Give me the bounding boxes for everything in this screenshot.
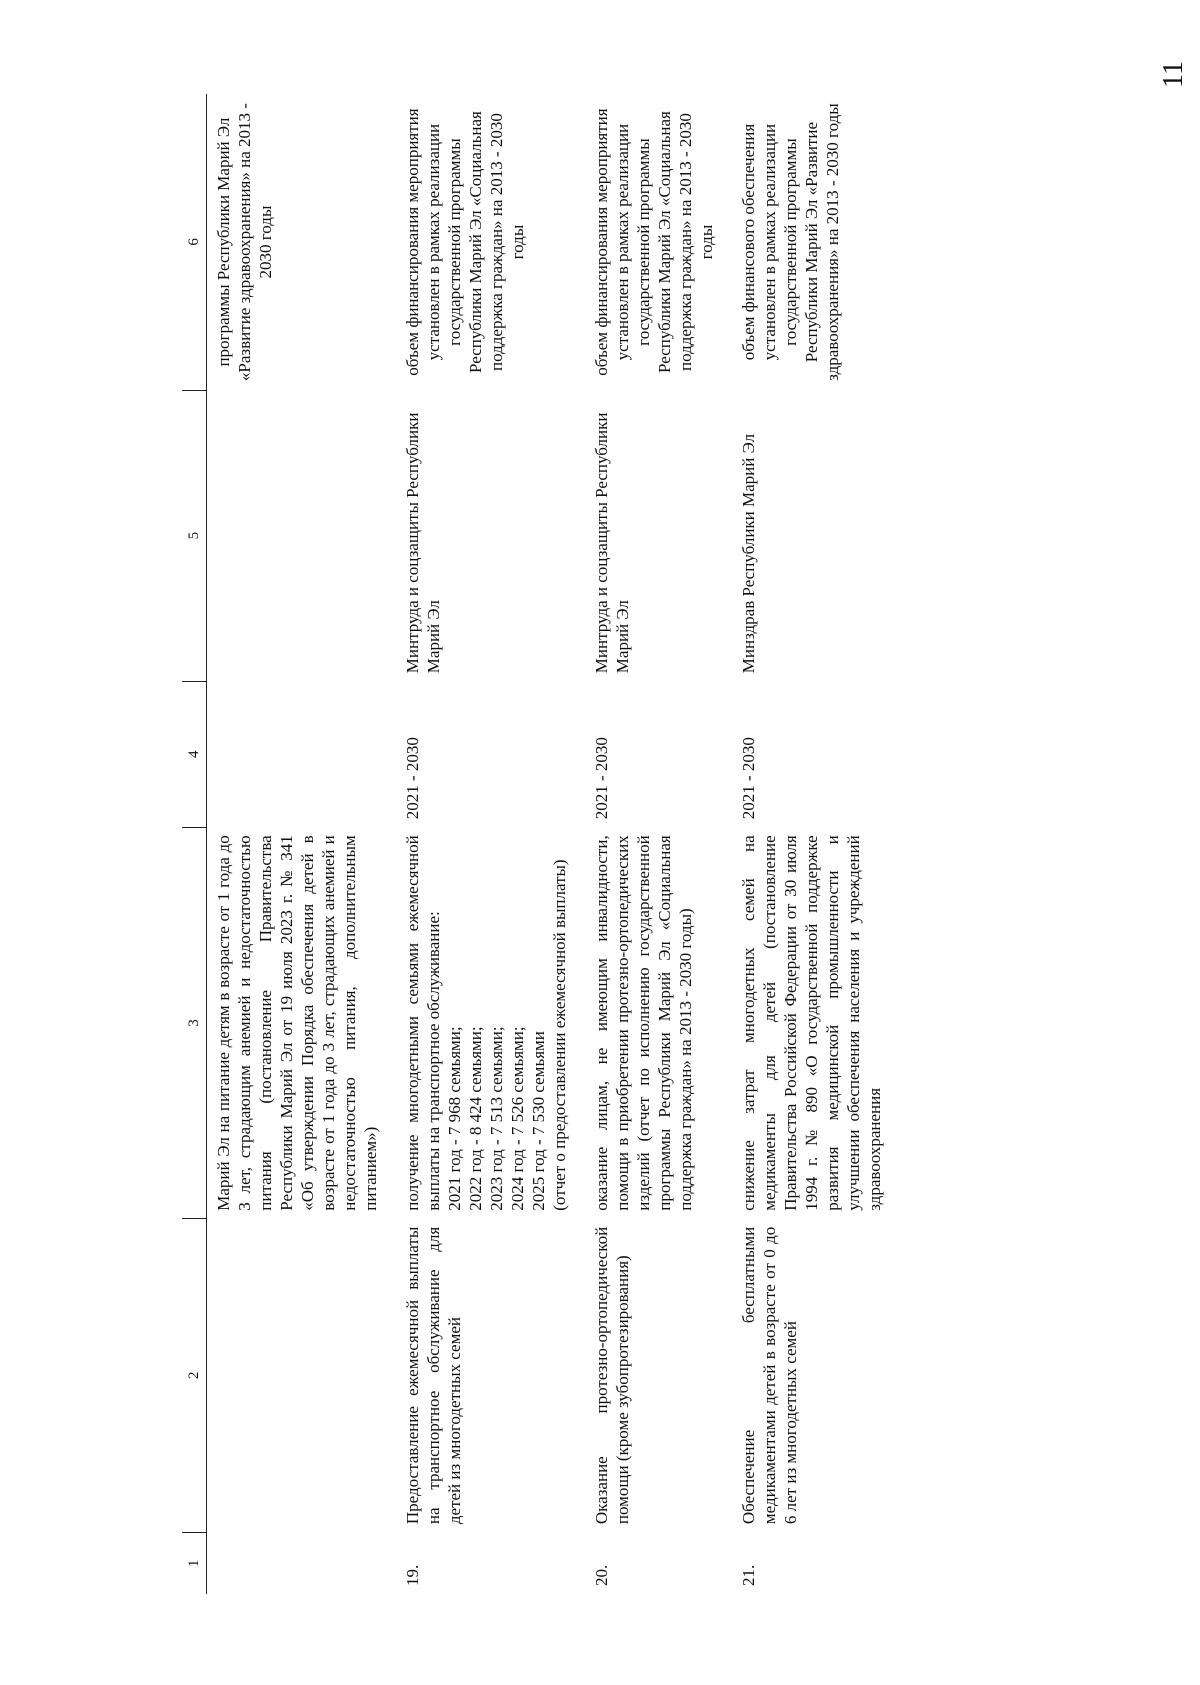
- cell-num: 20.: [592, 1564, 611, 1586]
- cell-measure: Оказание протезно-ортопедической помощи (кроме зубопротезирования): [592, 1226, 632, 1525]
- table-row-20: [586, 94, 733, 1594]
- cell-source: объем финансового обеспечения установлен в рамках реализации государственной программы Республики Марий Эл «Развитие здравоохранения» на 2013 - 2030 годы: [739, 103, 842, 381]
- cell-executor: Минтруда и соцзащиты Республики Марий Эл: [403, 412, 443, 674]
- col-header-2: 2: [182, 1219, 207, 1532]
- cell-num: 21.: [739, 1564, 758, 1586]
- cell-executor: Минтруда и соцзащиты Республики Марий Эл: [592, 412, 632, 674]
- col-header-3: 3: [182, 827, 207, 1218]
- cell-num: 19.: [403, 1564, 422, 1586]
- cell-measure: Обеспечение бесплатными медикаментами детей в возрасте от 0 до 6 лет из многодетных семей: [739, 1226, 800, 1525]
- cell-period: 2021 - 2030: [592, 737, 611, 820]
- cell-source: объем финансирования мероприятия установлен в рамках реализации государственной программы Республики Марий Эл «Социальная поддержка граждан» на 2013 - 2030 годы: [592, 108, 716, 376]
- cell-measure: Предоставление ежемесячной выплаты на транспортное обслуживание для детей из многодетных семей: [403, 1226, 464, 1525]
- col-header-5: 5: [182, 390, 207, 681]
- cell-indicator: оказание лицам, не имеющим инвалидности, помощи в приобретении протезно-ортопедических изделий (отчет по исполнению государственной программы Республики Марий Эл «Социальная поддержка граждан» на 2013 - 2030 годы): [592, 835, 695, 1211]
- col-header-1: 1: [182, 1532, 207, 1594]
- cell-source: объем финансирования мероприятия установлен в рамках реализации государственной программы Республики Марий Эл «Социальная поддержка граждан» на 2013 - 2030 годы: [403, 108, 527, 376]
- cell-indicator: [397, 827, 586, 1218]
- indicator-note: (отчет о предоставлении ежемесячной выплаты): [550, 859, 569, 1211]
- col-header-6: 6: [182, 94, 207, 390]
- cell-source-continued: программы Республики Марий Эл «Развитие здравоохранения» на 2013 - 2030 годы: [214, 103, 275, 382]
- rotated-table-container: [182, 94, 1200, 1594]
- indicator-list: 2021 год - 7 968 семьями; 2022 год - 8 424 семьями; 2023 год - 7 513 семьями; 2024 год - 7 526 семьями; 2025 год - 7 530 семьями: [445, 1026, 548, 1211]
- cell-indicator: снижение затрат многодетных семей на медикаменты для детей (постановление Правительства Российской Федерации от 30 июля 1994 г. № 890 «О государственной поддержке развития медицинской промышленности и улучшении обеспечения населения и учреждений здравоохранения: [739, 835, 884, 1211]
- table-row-continuation: [207, 94, 398, 1594]
- page-number: 11: [1158, 61, 1189, 88]
- cell-indicator-continued: Марий Эл на питание детям в возрасте от 1 года до 3 лет, страдающим анемией и недостаточностью питания (постановление Правительства Республики Марий Эл от 19 июля 2023 г. № 341 «Об утверждении Порядка обеспечения детей в возрасте от 1 года до 3 лет, страдающих анемией и недостаточностью питания, дополнительным питанием»): [214, 835, 380, 1211]
- cell-period: 2021 - 2030: [403, 737, 422, 820]
- cell-period: 2021 - 2030: [739, 737, 758, 820]
- indicator-intro: получение многодетными семьями ежемесячной выплаты на транспортное обслуживание:: [403, 835, 443, 1211]
- measures-table: [182, 94, 901, 1594]
- table-row-21: [733, 94, 901, 1594]
- col-header-4: 4: [182, 681, 207, 827]
- table-row-19: [397, 94, 586, 1594]
- cell-executor: Минздрав Республики Марий Эл: [739, 433, 758, 674]
- table-header-row: [182, 94, 207, 1594]
